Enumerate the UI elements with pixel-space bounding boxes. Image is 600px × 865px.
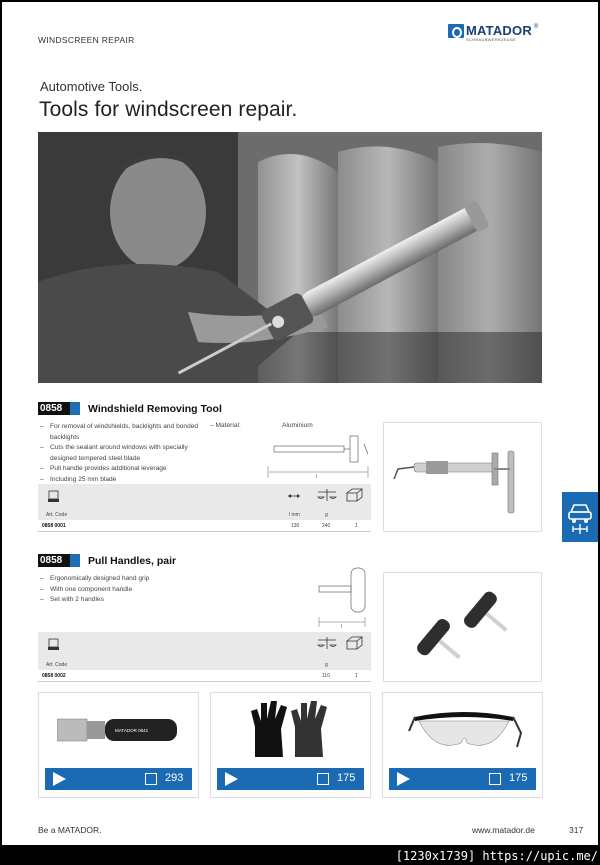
feature-item: – Cuts the sealant around windows with specially designed tempered steel blade [40,443,215,464]
feature-item: – For removal of windshields, backlights and bonded backlights [40,422,215,443]
product1-number: 0858 [38,402,70,415]
gloves-illustration [247,697,337,765]
page-ref-icon [145,773,157,785]
weight-icon [316,488,338,502]
catalog-icon [48,638,60,652]
product2-number: 0858 [38,554,70,567]
dim-label: l [341,624,343,630]
promo-card-gloves[interactable] [210,692,371,798]
col-art-code: Art. Code [46,662,68,668]
page-ref-icon [317,773,329,785]
brand-sub: SCHRAUBWERKZEUGE [466,37,517,42]
table-row [38,670,371,682]
brand-reg: ® [533,24,539,30]
footer-url[interactable]: www.matador.de [472,825,535,835]
product1-heading [38,402,222,415]
material-label: – Material: [210,422,241,429]
car-repair-icon [562,492,598,542]
product1-image [383,422,542,532]
pull-handles-illustration [384,573,543,683]
feature-item: – Pull handle provides additional leverage [40,464,215,475]
row-qty: 1 [355,673,358,679]
promo-link[interactable] [45,768,192,790]
play-arrow-icon [53,772,66,786]
table-row [38,520,371,532]
play-arrow-icon [397,772,410,786]
promo-page-number: 175 [337,772,356,784]
page-title: Tools for windscreen repair. [39,98,298,121]
product1-name: Windshield Removing Tool [88,402,222,415]
row-length: 130 [291,523,300,529]
badge-accent [70,402,80,415]
product1-table [38,484,371,532]
safety-glasses-illustration [405,703,523,759]
footer-slogan: Be a MATADOR. [38,825,102,835]
weight-icon [316,636,338,650]
promo-card-scraper[interactable] [38,692,199,798]
promo-page-number: 293 [165,772,184,784]
product2-dimension-drawing [315,562,375,630]
product2-table [38,632,371,682]
row-art-code: 0858 0002 [42,673,66,679]
package-icon [345,636,363,650]
promo-card-glasses[interactable] [382,692,543,798]
promo-page-number: 175 [509,772,528,784]
page-number: 317 [569,825,584,835]
feature-item: – Including 25 mm blade [40,475,215,486]
product1-features [40,422,215,485]
product2-image [383,572,542,682]
row-qty: 1 [355,523,358,529]
product2-features [40,574,240,606]
promo-link[interactable] [217,768,364,790]
col-length: l mm [289,512,300,518]
promo-link[interactable] [389,768,536,790]
page-ref-icon [489,773,501,785]
windshield-tool-illustration [384,423,543,533]
scraper-label: MATADOR 0841 [115,728,149,733]
logo-icon [448,24,464,38]
catalog-icon [48,490,60,504]
badge-accent [70,554,80,567]
col-weight: g [325,512,328,518]
product2-heading [38,554,176,567]
play-arrow-icon [225,772,238,786]
length-icon [286,490,302,502]
hero-illustration [38,132,542,383]
package-icon [345,488,363,502]
feature-item: – Set with 2 handles [40,595,240,606]
row-weight: 110 [322,673,330,679]
section-header: WINDSCREEN REPAIR [38,35,135,45]
col-art-code: Art. Code [46,512,68,518]
row-art-code: 0858 0001 [42,523,66,529]
scraper-illustration [57,711,187,751]
watermark: [1230x1739] https://upic.me/ [395,849,598,863]
brand-logo [448,23,539,42]
page-subtitle: Automotive Tools. [40,79,143,94]
catalog-page [2,2,598,845]
material-value: Aluminium [282,422,313,429]
brand-name: MATADOR [466,23,532,38]
row-weight: 240 [322,523,331,529]
feature-item: – Ergonomically designed hand grip [40,574,240,585]
product1-dimension-drawing [264,432,376,480]
dim-label: l [316,474,318,480]
category-tab[interactable] [562,492,598,542]
product2-name: Pull Handles, pair [88,554,177,567]
hero-photo [38,132,542,383]
col-weight: g [325,662,328,668]
feature-item: – With one component handle [40,585,240,596]
